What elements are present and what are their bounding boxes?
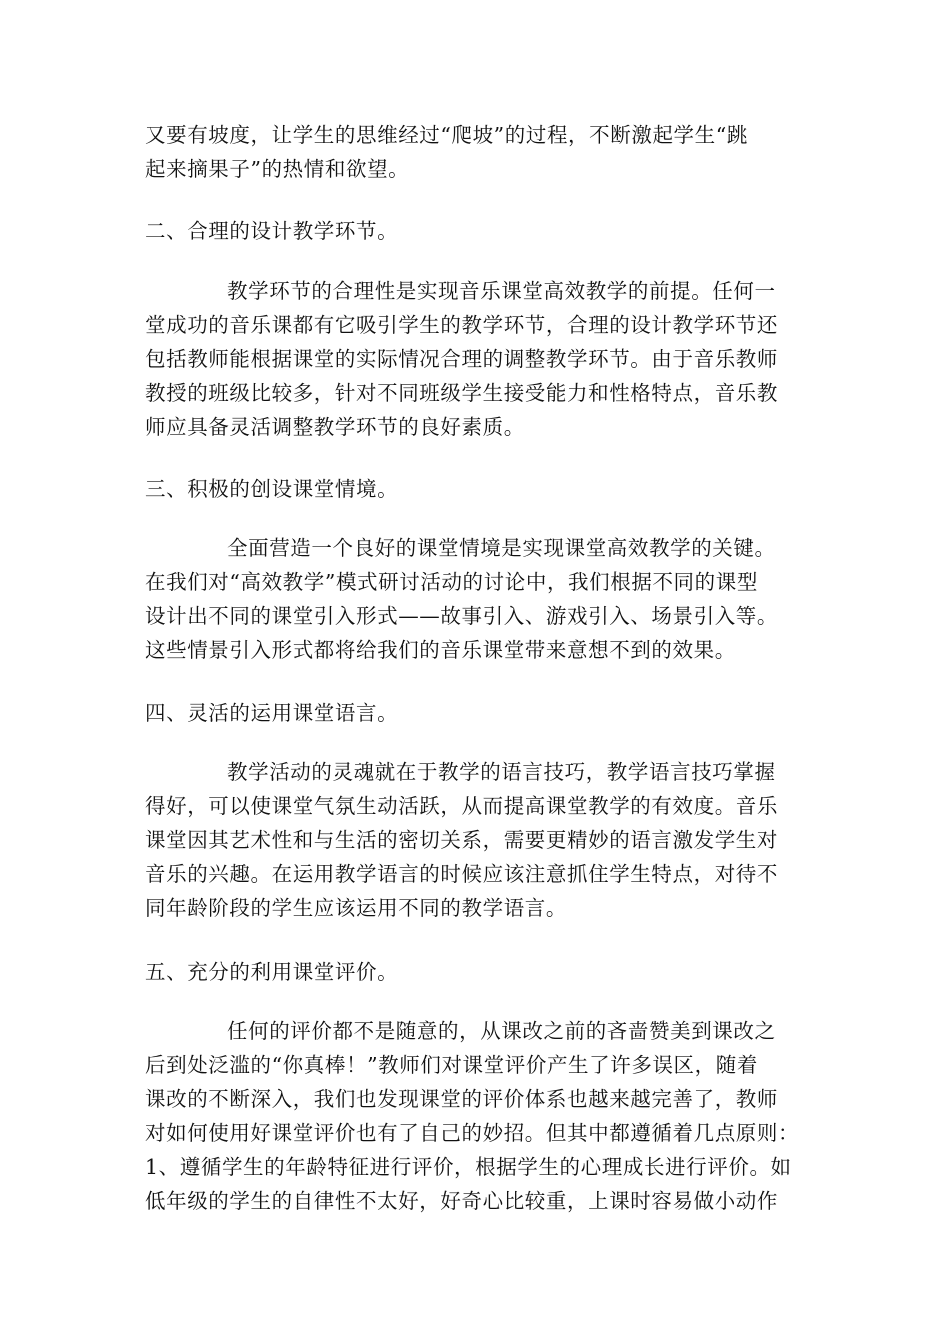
paragraph-line: 课改的不断深入，我们也发现课堂的评价体系也越来越完善了，教师 — [145, 1087, 778, 1111]
paragraph-section-2 — [145, 274, 807, 444]
section-heading-2: 二、合理的设计教学环节。 — [145, 219, 399, 243]
section-heading-4: 四、灵活的运用课堂语言。 — [145, 701, 399, 725]
paragraph-line: 教授的班级比较多，针对不同班级学生接受能力和性格特点，音乐教 — [145, 381, 778, 405]
paragraph-line: 得好，可以使课堂气氛生动活跃，从而提高课堂教学的有效度。音乐 — [145, 794, 778, 818]
paragraph-line: 同年龄阶段的学生应该运用不同的教学语言。 — [145, 896, 567, 920]
paragraph-line: 任何的评价都不是随意的，从课改之前的吝啬赞美到课改之 — [227, 1019, 776, 1043]
paragraph-line: 对如何使用好课堂评价也有了自己的妙招。但其中都遵循着几点原则： — [145, 1121, 800, 1145]
paragraph-section-5 — [145, 1014, 807, 1218]
paragraph-line: 低年级的学生的自律性不太好，好奇心比较重，上课时容易做小动作 — [145, 1189, 778, 1213]
paragraph-line: 包括教师能根据课堂的实际情况合理的调整教学环节。由于音乐教师 — [145, 347, 778, 371]
paragraph-line: 全面营造一个良好的课堂情境是实现课堂高效教学的关键。 — [227, 536, 776, 560]
paragraph-line: 后到处泛滥的“你真棒！”教师们对课堂评价产生了许多误区，随着 — [145, 1053, 758, 1077]
paragraph-line: 音乐的兴趣。在运用教学语言的时候应该注意抓住学生特点，对待不 — [145, 862, 778, 886]
section-heading-3: 三、积极的创设课堂情境。 — [145, 477, 399, 501]
paragraph-line: 堂成功的音乐课都有它吸引学生的教学环节，合理的设计教学环节还 — [145, 313, 778, 337]
section-heading-5: 五、充分的利用课堂评价。 — [145, 960, 399, 984]
paragraph-line: 设计出不同的课堂引入形式——故事引入、游戏引入、场景引入等。 — [145, 604, 778, 628]
paragraph-line: 师应具备灵活调整教学环节的良好素质。 — [145, 415, 525, 439]
paragraph-continuation — [145, 118, 807, 186]
paragraph-section-3 — [145, 531, 807, 667]
paragraph-line: 这些情景引入形式都将给我们的音乐课堂带来意想不到的效果。 — [145, 638, 736, 662]
paragraph-line: 教学活动的灵魂就在于教学的语言技巧，教学语言技巧掌握 — [227, 760, 776, 784]
paragraph-line: 1、遵循学生的年龄特征进行评价，根据学生的心理成长进行评价。如 — [145, 1155, 792, 1179]
paragraph-line: 又要有坡度，让学生的思维经过“爬坡”的过程，不断激起学生“跳 — [145, 123, 748, 147]
paragraph-line: 起来摘果子”的热情和欲望。 — [145, 157, 410, 181]
paragraph-line: 课堂因其艺术性和与生活的密切关系，需要更精妙的语言激发学生对 — [145, 828, 778, 852]
paragraph-line: 教学环节的合理性是实现音乐课堂高效教学的前提。任何一 — [227, 279, 776, 303]
paragraph-line: 在我们对“高效教学”模式研讨活动的讨论中，我们根据不同的课型 — [145, 570, 758, 594]
paragraph-section-4 — [145, 755, 807, 925]
